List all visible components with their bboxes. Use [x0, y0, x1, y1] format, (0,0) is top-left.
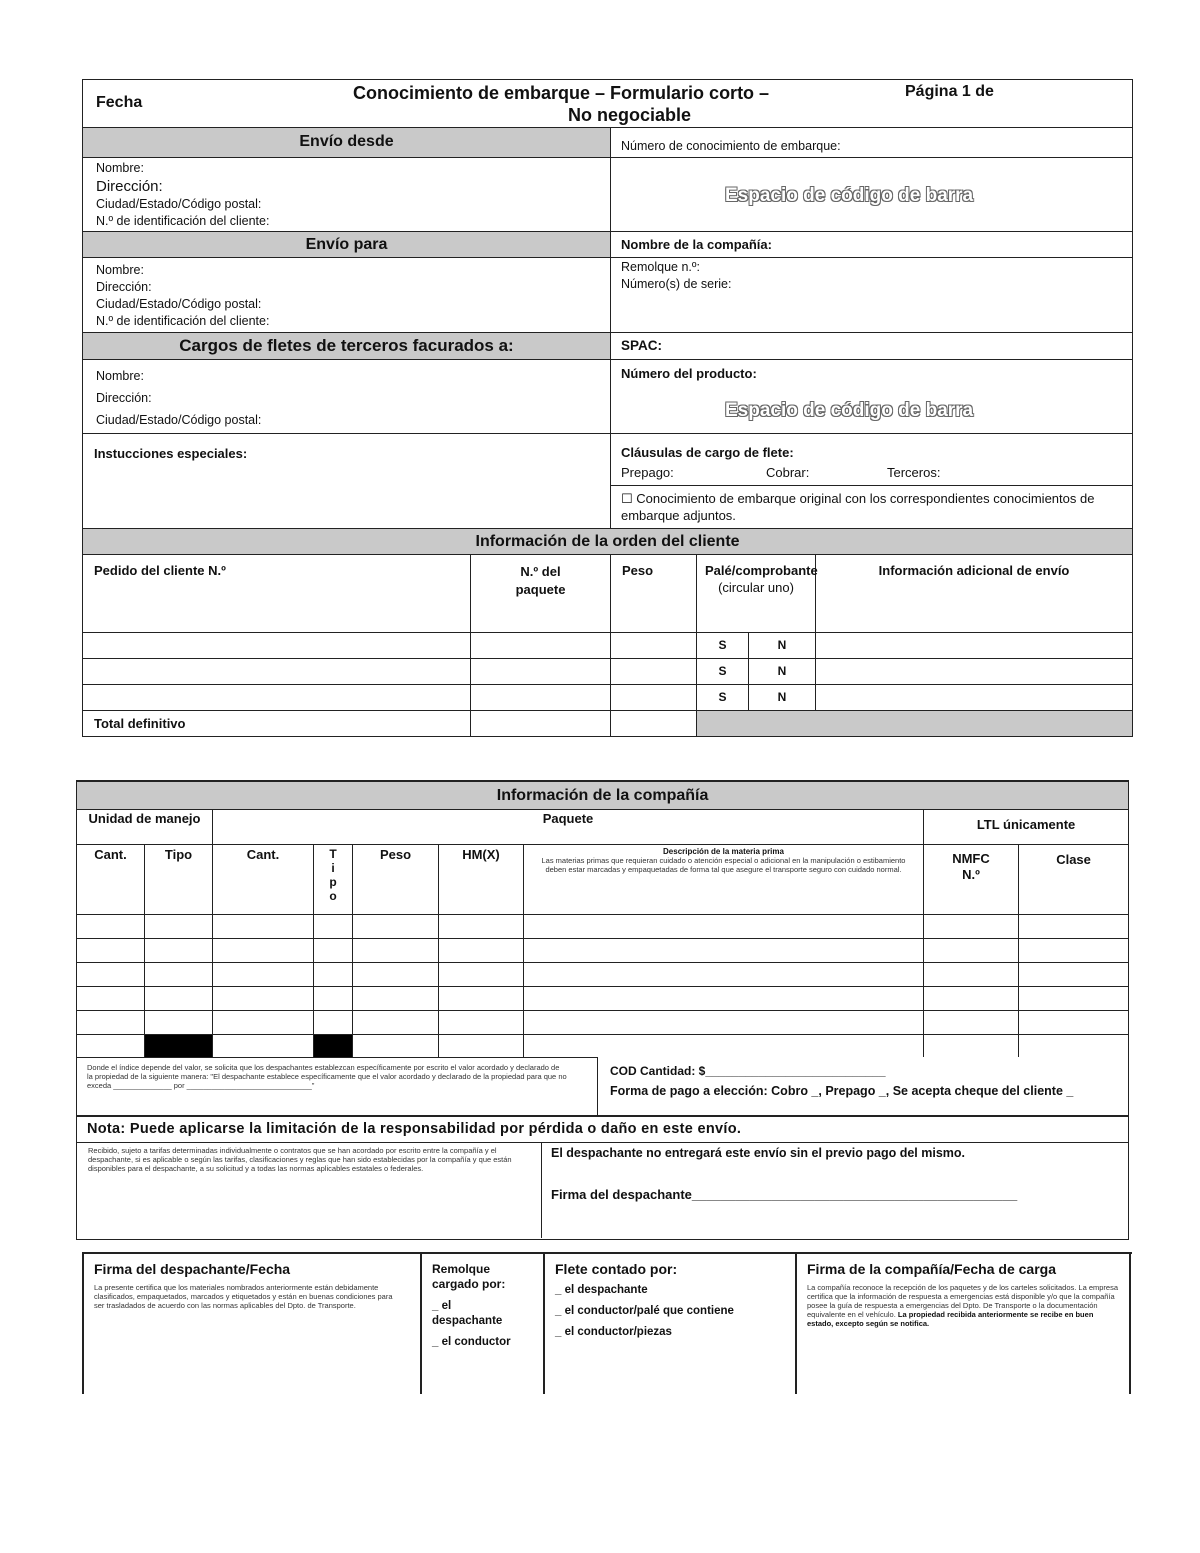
firma-despachante-titulo: Firma del despachante/Fecha: [94, 1261, 291, 1277]
remolque-op-conductor[interactable]: _ el conductor: [432, 1336, 511, 1348]
col-nmfc: NMFC N.º: [924, 845, 1019, 915]
col-paquete: N.º del paquete: [471, 555, 611, 633]
form-subtitle: No negociable: [568, 105, 692, 125]
terceros-direccion: Dirección:: [96, 391, 152, 405]
firma-compania-texto: [807, 1283, 1119, 1328]
cobrar-label[interactable]: Cobrar:: [766, 465, 810, 480]
col-descripcion: [524, 845, 924, 915]
remolque-cargado-block: [432, 1262, 537, 1350]
barcode-area-1: [611, 158, 1133, 232]
col-pale-note: (circular uno): [718, 580, 794, 595]
recibido-texto: Recibido, sujeto a tarifas determinadas individualmente o contratos que se han acordado por escrito entre la compañía y el despachante, si es aplicable o según las tarifas, clasificaciones y reglas que han sido establecidas por la compañía y que están disponibles para el despachante, a su solicitud y a todas las normas aplicables estatales o federales.: [88, 1146, 512, 1173]
s-option[interactable]: S: [697, 659, 749, 685]
s-option[interactable]: S: [697, 685, 749, 711]
envio-desde-block: [83, 158, 611, 232]
col-cant-paquete: Cant.: [213, 845, 314, 915]
flete-contado-titulo: Flete contado por:: [555, 1261, 678, 1277]
terceros-heading: Cargos de fletes de terceros facurados a:: [83, 333, 611, 360]
unidad-heading: Unidad de manejo: [77, 810, 213, 845]
form-title: Conocimiento de embarque – Formulario corto –: [353, 83, 770, 103]
form-header: [83, 80, 1133, 128]
instrucciones-label: Instucciones especiales:: [83, 434, 611, 529]
firma-compania-block: [807, 1261, 1122, 1328]
original-text: Conocimiento de embarque original con los correspondientes conocimientos de embarque adjuntos.: [621, 491, 1095, 523]
clausulas-heading: Cláusulas de cargo de flete:: [621, 445, 794, 460]
producto-label: Número del producto:: [621, 366, 757, 381]
col-pale: [697, 555, 816, 633]
table-row: [83, 685, 1133, 711]
no-entregara-text: El despachante no entregará este envío sin el previo pago del mismo.: [551, 1146, 966, 1160]
table-row: [77, 939, 1129, 963]
company-name-label: Nombre de la compañía:: [611, 232, 1133, 258]
compania-heading: Información de la compañía: [77, 781, 1129, 810]
flete-op-despachante[interactable]: _ el despachante: [555, 1284, 648, 1296]
col-clase: Clase: [1019, 845, 1129, 915]
cod-label[interactable]: COD Cantidad: $___________________________: [610, 1064, 886, 1078]
terceros-nombre: Nombre:: [96, 369, 144, 383]
company-block: [611, 258, 1133, 333]
bol-number-label: Número de conocimiento de embarque:: [611, 128, 1133, 158]
remolque-cargado-titulo: Remolque cargado por:: [432, 1262, 506, 1291]
col-hm: HM(X): [439, 845, 524, 915]
n-option[interactable]: N: [749, 659, 816, 685]
table-row-total: [77, 1035, 1129, 1058]
para-direccion: Dirección:: [96, 280, 152, 294]
envio-para-block: [83, 258, 611, 333]
fecha-label: Fecha: [96, 94, 143, 111]
recibido-right: [541, 1142, 1128, 1238]
top-form: [82, 79, 1132, 737]
desde-id: N.º de identificación del cliente:: [96, 214, 270, 228]
desde-direccion: Dirección:: [96, 178, 163, 195]
table-row: [77, 1011, 1129, 1035]
col-peso: Peso: [611, 555, 697, 633]
total-label: Total definitivo: [83, 711, 471, 737]
forma-pago-label[interactable]: Forma de pago a elección: Cobro _, Prepago _, Se acepta cheque del cliente _: [610, 1084, 1074, 1098]
para-nombre: Nombre:: [96, 263, 144, 277]
orden-heading: Información de la orden del cliente: [83, 529, 1133, 555]
remolque-op-despachante[interactable]: _ el despachante: [432, 1300, 503, 1327]
terceros-option-label[interactable]: Terceros:: [887, 465, 941, 480]
spac-label: SPAC:: [611, 333, 1133, 360]
table-row: [77, 987, 1129, 1011]
firma-despachante-texto: La presente certifica que los materiales nombrados anteriormente están debidamente clasificados, empaquetados, marcados y etiquetados y están en buenas condiciones para ser trasladados de acuerdo con las normas aplicables del Dpto. de Transporte.: [94, 1283, 393, 1310]
nota-text: Nota: Puede aplicarse la limitación de la responsabilidad por pérdida o daño en este envío.: [77, 1116, 1129, 1143]
envio-desde-heading: Envío desde: [83, 128, 611, 158]
desde-ciudad: Ciudad/Estado/Código postal:: [96, 197, 262, 211]
recibido-left: [78, 1142, 540, 1237]
table-row: [77, 915, 1129, 939]
n-option[interactable]: N: [749, 633, 816, 659]
s-option[interactable]: S: [697, 633, 749, 659]
col-cant-unidad: Cant.: [77, 845, 145, 915]
table-row: [83, 659, 1133, 685]
flete-op-pale[interactable]: _ el conductor/palé que contiene: [555, 1305, 734, 1317]
firma-compania-texto-body: La compañía reconoce la recepción de los paquetes y de los carteles solicitados. La empresa certifica que la información de respuesta a emergencias está disponible y/o que la compañía posee la guía de respuesta a emergencias del Dpto. De Transporte o la documentación equivalente en el vehículo.: [807, 1283, 1119, 1319]
cod-overlay: [597, 1057, 1128, 1115]
para-id: N.º de identificación del cliente:: [96, 314, 270, 328]
desc-body: Las materias primas que requieran cuidado o atención especial o adicional en la manipulación o estibamiento deben estar marcadas y empaquetadas de forma tal que asegure el transporte seguro con cuidado normal.: [541, 856, 906, 874]
flete-contado-block: [555, 1261, 790, 1340]
flete-op-piezas[interactable]: _ el conductor/piezas: [555, 1326, 672, 1338]
desde-nombre: Nombre:: [96, 161, 144, 175]
blacked-cell: [145, 1035, 213, 1058]
firma-despachante-line[interactable]: Firma del despachante_____________________________________________: [551, 1187, 1018, 1202]
barcode-placeholder-2: Espacio de código de barra: [725, 400, 974, 421]
clausulas-block: [611, 434, 1133, 529]
valor-texto: Donde el índice depende del valor, se solicita que los despachantes establezcan específicamente por escrito el valor acordado y declarado de la propiedad de la siguiente manera: "El despachante establece específicamente que el valor acordado y declarado de la propiedad para que no exceda ______________ por ______________________________": [87, 1063, 567, 1090]
blacked-cell: [314, 1035, 353, 1058]
col-pale-label: Palé/comprobante: [705, 563, 818, 578]
envio-para-heading: Envío para: [83, 232, 611, 258]
terceros-ciudad: Ciudad/Estado/Código postal:: [96, 413, 262, 427]
para-ciudad: Ciudad/Estado/Código postal:: [96, 297, 262, 311]
firma-despachante-block: [94, 1261, 412, 1310]
signature-section: [82, 1252, 1132, 1392]
paquete-heading: Paquete: [213, 810, 924, 845]
remolque-label: Remolque n.º:: [621, 260, 700, 274]
serie-label: Número(s) de serie:: [621, 277, 732, 291]
barcode-placeholder-1: Espacio de código de barra: [725, 185, 974, 206]
prepago-label[interactable]: Prepago:: [621, 465, 674, 480]
desc-title: Descripción de la materia prima: [663, 847, 784, 856]
producto-block: [611, 360, 1133, 434]
table-row: [83, 633, 1133, 659]
ltl-heading: LTL únicamente: [924, 810, 1129, 845]
col-tipo-paquete: T i p o: [314, 845, 353, 915]
col-tipo-unidad: Tipo: [145, 845, 213, 915]
col-peso-paquete: Peso: [353, 845, 439, 915]
original-checkbox[interactable]: ☐: [621, 491, 633, 506]
firma-compania-texto-bold: La propiedad recibida anteriormente se recibe en buen estado, excepto según se notifica.: [807, 1310, 1094, 1328]
n-option[interactable]: N: [749, 685, 816, 711]
col-info-adicional: Información adicional de envío: [816, 555, 1133, 633]
pagina-label: Página 1 de: [905, 83, 994, 100]
table-row: [77, 963, 1129, 987]
firma-compania-titulo: Firma de la compañía/Fecha de carga: [807, 1261, 1056, 1277]
col-pedido: Pedido del cliente N.º: [83, 555, 471, 633]
terceros-block: [83, 360, 611, 434]
